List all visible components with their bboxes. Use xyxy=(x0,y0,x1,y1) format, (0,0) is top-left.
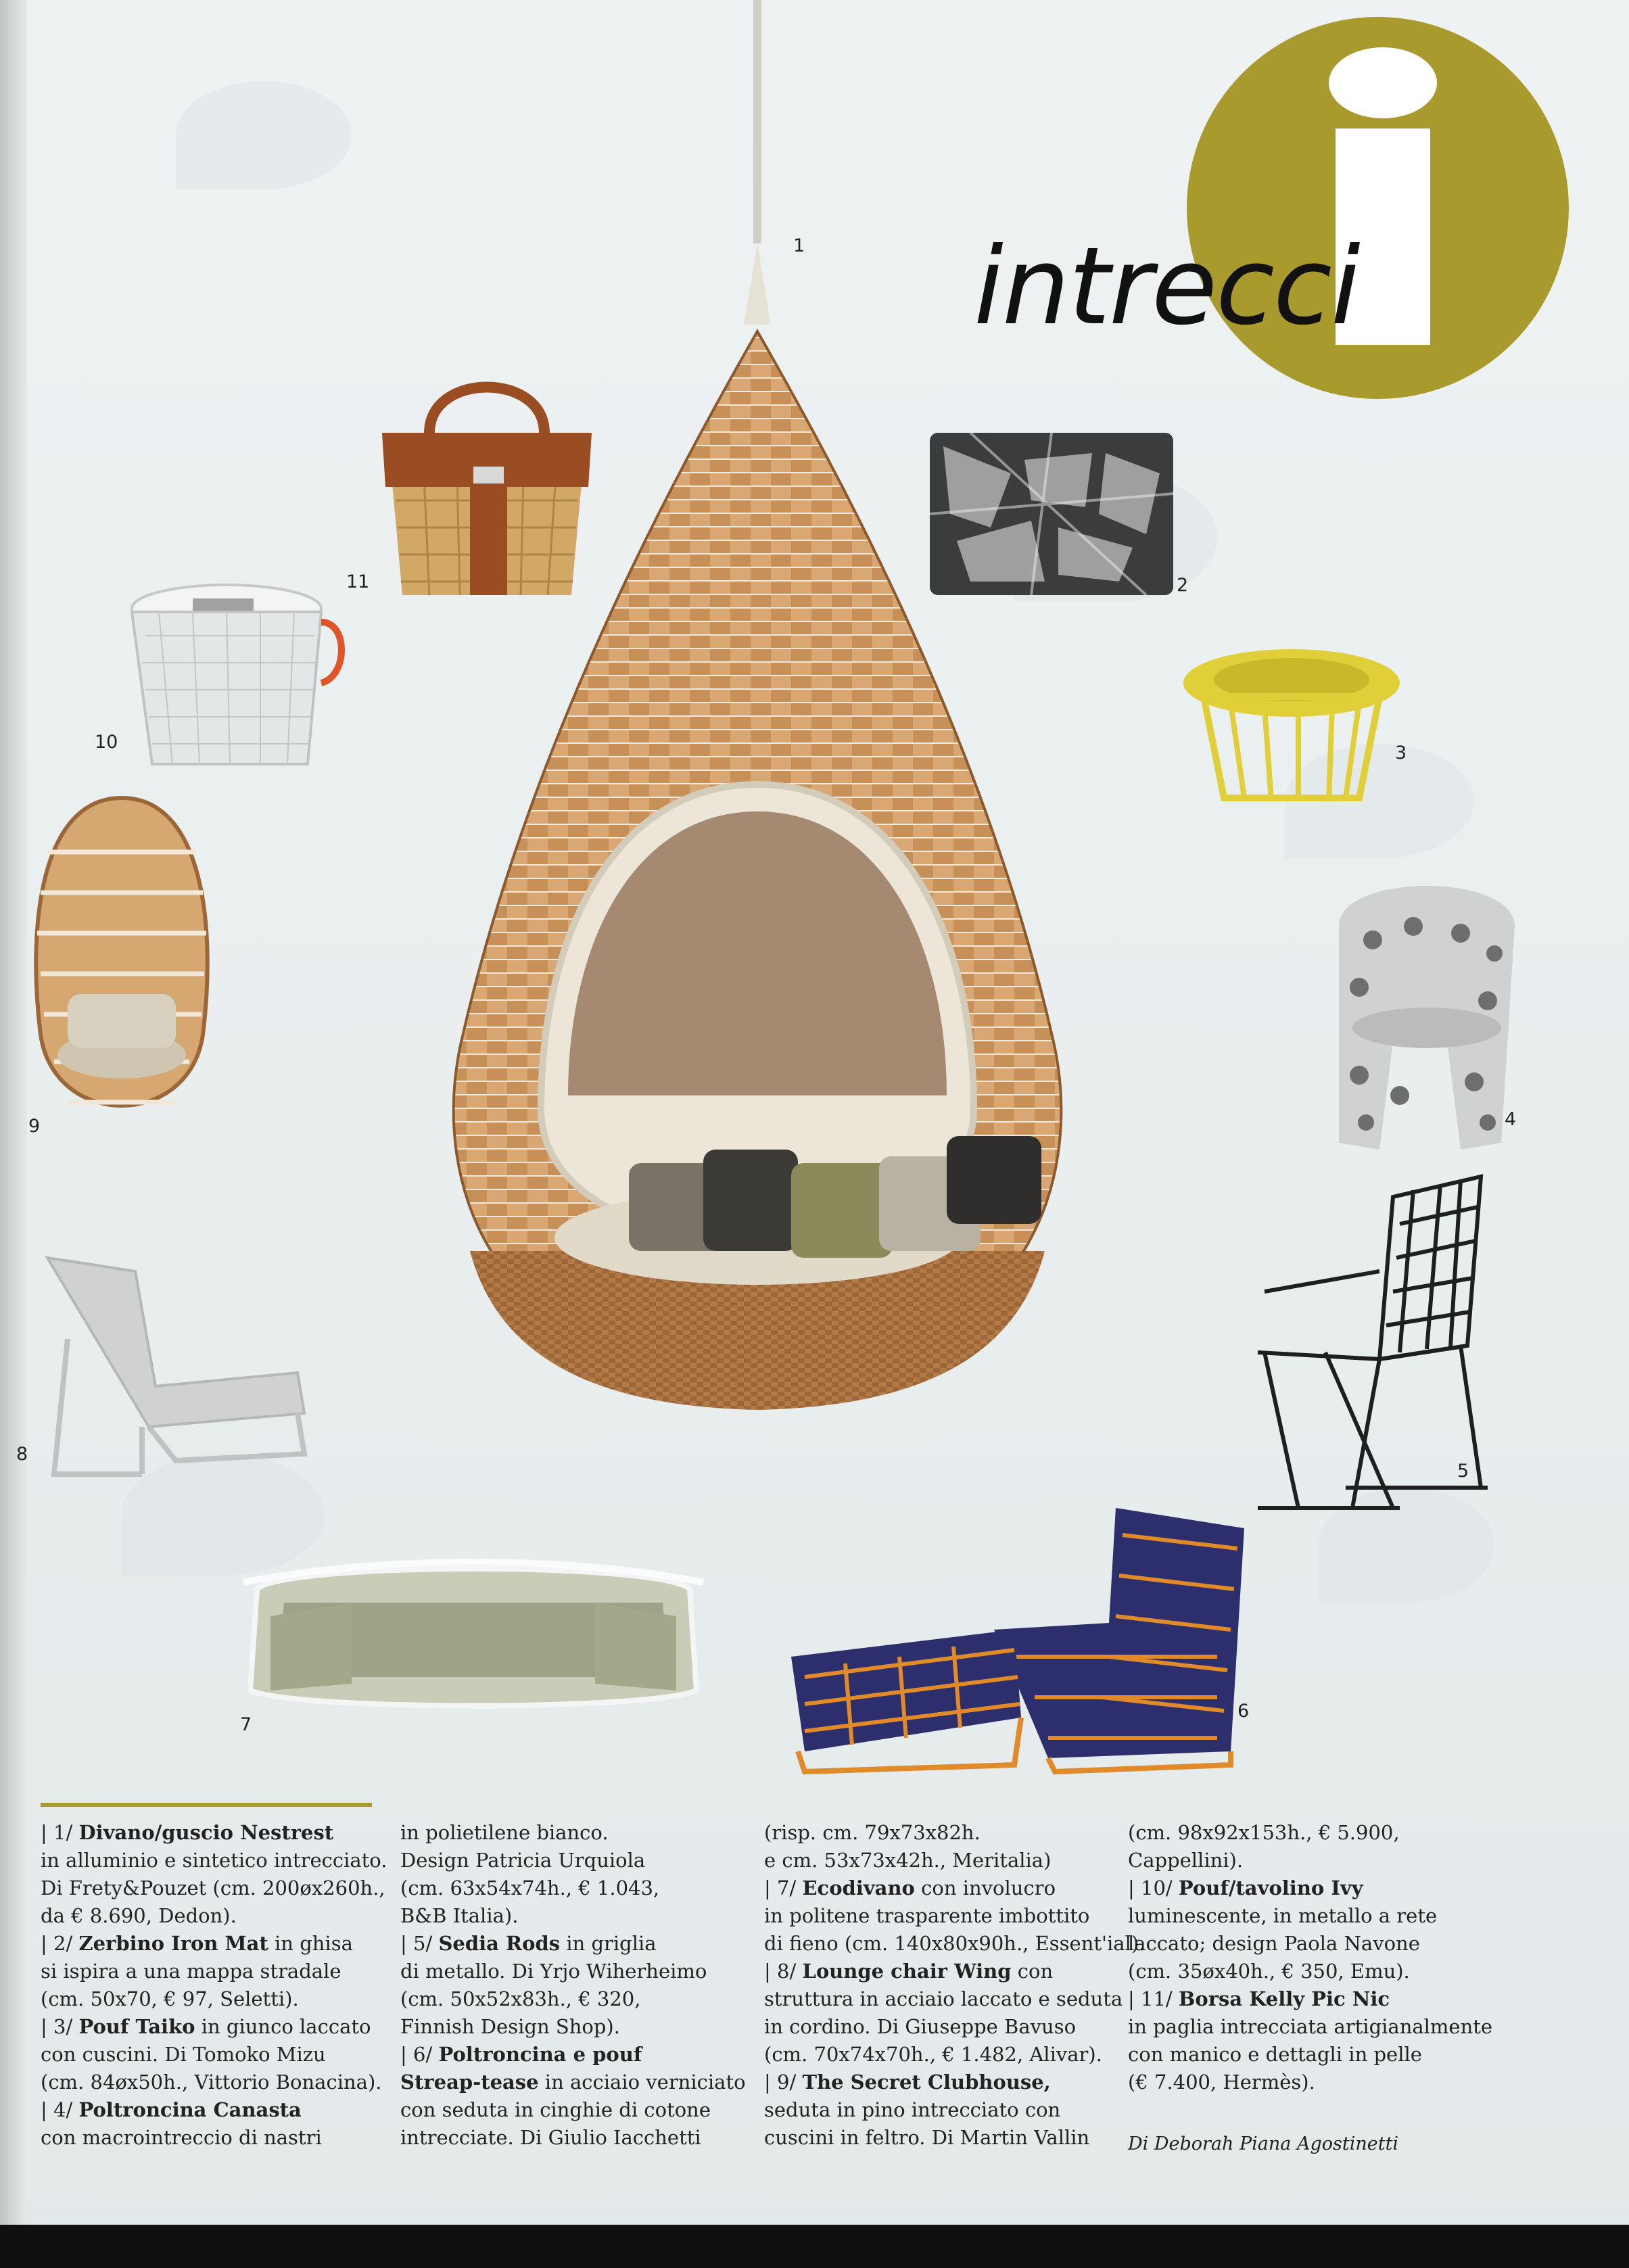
product-photo-kelly-pic-nic xyxy=(375,358,598,595)
product-photo-poltroncina-canasta xyxy=(1312,872,1528,1156)
caption-line xyxy=(764,1985,1123,2013)
caption-product-name: Ecodivano xyxy=(802,1876,915,1899)
author-credit: Di Deborah Piana Agostinetti xyxy=(1128,2133,1399,2154)
caption-line xyxy=(764,2041,1106,2069)
caption-text: da € 8.690, Dedon). xyxy=(41,1904,237,1927)
product-photo-nestrest xyxy=(325,0,1190,1474)
product-photo-ecodivano xyxy=(243,1562,703,1711)
caption-text: B&B Italia). xyxy=(400,1904,519,1927)
caption-text: in politene trasparente imbottito xyxy=(764,1904,1090,1927)
caption-text: in giunco laccato xyxy=(195,2015,371,2038)
item-number: 1 xyxy=(793,235,805,256)
caption-line xyxy=(400,1847,742,1874)
caption-line xyxy=(41,1819,382,1847)
caption-text: (cm. 50x52x83h., € 320, xyxy=(400,1987,641,2010)
caption-product-name: Pouf/tavolino Ivy xyxy=(1178,1876,1363,1899)
caption-text: laccato; design Paola Navone xyxy=(1128,1932,1420,1955)
badge-i-dot xyxy=(1329,47,1437,118)
caption-line xyxy=(764,2069,1106,2096)
caption-line xyxy=(1128,1985,1469,2013)
caption-line xyxy=(400,1958,742,1985)
caption-product-name: Poltroncina Canasta xyxy=(78,2098,302,2121)
caption-text: Finnish Design Shop). xyxy=(400,2015,620,2038)
caption-text: (cm. 98x92x153h., € 5.900, xyxy=(1128,1821,1400,1844)
caption-text: (€ 7.400, Hermès). xyxy=(1128,2071,1315,2094)
caption-line xyxy=(1128,1958,1469,1985)
caption-text: di metallo. Di Yrjo Wiherheimo xyxy=(400,1960,707,1983)
caption-text: seduta in pino intrecciato con xyxy=(764,2098,1061,2121)
caption-product-name: The Secret Clubhouse, xyxy=(802,2071,1051,2094)
caption-line xyxy=(1128,1902,1469,1930)
caption-text: in ghisa xyxy=(268,1932,353,1955)
caption-text: (cm. 70x74x70h., € 1.482, Alivar). xyxy=(764,2043,1102,2066)
caption-line xyxy=(41,1985,382,2013)
caption-product-name: Divano/guscio Nestrest xyxy=(78,1821,334,1844)
caption-product-name: Sedia Rods xyxy=(438,1932,561,1955)
caption-text: | 10/ xyxy=(1128,1876,1179,1899)
caption-line xyxy=(41,1847,387,1874)
product-photo-pouf-taiko xyxy=(1177,642,1407,811)
caption-column-1 xyxy=(41,1819,387,2152)
caption-text: (cm. 63x54x74h., € 1.043, xyxy=(400,1876,660,1899)
caption-text: di fieno (cm. 140x80x90h., Essent'ial). xyxy=(764,1932,1146,1955)
caption-text: in griglia xyxy=(560,1932,657,1955)
caption-product-name: Zerbino Iron Mat xyxy=(78,1932,268,1955)
caption-product-name: Borsa Kelly Pic Nic xyxy=(1178,1987,1390,2010)
item-number: 10 xyxy=(95,732,118,753)
caption-line xyxy=(1128,2013,1493,2041)
caption-text: luminescente, in metallo a rete xyxy=(1128,1904,1438,1927)
caption-line xyxy=(1128,1847,1469,1874)
caption-text: | 7/ xyxy=(764,1876,803,1899)
caption-accent-rule xyxy=(41,1803,372,1807)
item-number: 6 xyxy=(1237,1701,1250,1722)
caption-text: | 1/ xyxy=(41,1821,79,1844)
item-number: 7 xyxy=(240,1714,252,1735)
caption-line xyxy=(1128,1874,1469,1902)
caption-text: (cm. 50x70, € 97, Seletti). xyxy=(41,1987,299,2010)
caption-product-name: Poltroncina e pouf xyxy=(438,2043,642,2066)
caption-text: in acciaio verniciato xyxy=(538,2071,746,2094)
caption-text: con manico e dettagli in pelle xyxy=(1128,2043,1422,2066)
caption-text: (cm. 35øx40h., € 350, Emu). xyxy=(1128,1960,1410,1983)
caption-line xyxy=(764,1847,1106,1874)
caption-line xyxy=(400,2013,742,2041)
item-number: 4 xyxy=(1505,1109,1517,1130)
caption-line xyxy=(400,2069,746,2096)
caption-column-3 xyxy=(764,1819,1146,2152)
caption-text: | 4/ xyxy=(41,2098,79,2121)
caption-text: intrecciate. Di Giulio Iacchetti xyxy=(400,2126,701,2149)
caption-text: | 9/ xyxy=(764,2071,803,2094)
caption-text: con seduta in cinghie di cotone xyxy=(400,2098,711,2121)
caption-line xyxy=(764,1902,1106,1930)
caption-line xyxy=(764,1958,1106,1985)
caption-line xyxy=(764,1874,1106,1902)
item-number: 9 xyxy=(28,1116,41,1137)
caption-line xyxy=(41,1958,382,1985)
caption-text: in alluminio e sintetico intrecciato. xyxy=(41,1849,387,1872)
caption-line xyxy=(400,1930,742,1958)
item-number: 3 xyxy=(1395,742,1407,763)
caption-column-2 xyxy=(400,1819,746,2152)
caption-column-4 xyxy=(1128,1819,1493,2096)
caption-text: Di Frety&Pouzet (cm. 200øx260h., xyxy=(41,1876,385,1899)
caption-product-name: Lounge chair Wing xyxy=(802,1960,1012,1983)
caption-line xyxy=(41,2013,382,2041)
caption-text: con cuscini. Di Tomoko Mizu xyxy=(41,2043,326,2066)
item-number: 11 xyxy=(346,571,370,592)
item-number: 5 xyxy=(1457,1461,1469,1482)
caption-line xyxy=(1128,2069,1469,2096)
page-gutter xyxy=(0,0,27,2268)
caption-line xyxy=(400,1902,742,1930)
caption-text: cuscini in feltro. Di Martin Vallin xyxy=(764,2126,1090,2149)
caption-text: | 3/ xyxy=(41,2015,79,2038)
product-photo-secret-clubhouse xyxy=(27,791,216,1156)
caption-line xyxy=(400,2041,742,2069)
product-photo-lounge-chair-wing xyxy=(41,1258,311,1481)
caption-text: con xyxy=(1011,1960,1054,1983)
page-edge xyxy=(0,2225,1629,2268)
caption-line xyxy=(764,2013,1106,2041)
caption-text: | 8/ xyxy=(764,1960,803,1983)
caption-product-name: Streap-tease xyxy=(400,2071,539,2094)
caption-text: Cappellini). xyxy=(1128,1849,1244,1872)
caption-product-name: Pouf Taiko xyxy=(78,2015,195,2038)
caption-line xyxy=(764,1819,1106,1847)
caption-text: in polietilene bianco. xyxy=(400,1821,609,1844)
caption-text: (risp. cm. 79x73x82h. xyxy=(764,1821,981,1844)
caption-line xyxy=(400,2096,742,2124)
caption-text: | 6/ xyxy=(400,2043,439,2066)
caption-line xyxy=(1128,1930,1469,1958)
caption-text: struttura in acciaio laccato e seduta xyxy=(764,1987,1123,2010)
caption-line xyxy=(400,1819,742,1847)
caption-line xyxy=(41,2096,382,2124)
caption-line xyxy=(764,2096,1106,2124)
caption-text: Design Patricia Urquiola xyxy=(400,1849,646,1872)
caption-text: con involucro xyxy=(914,1876,1056,1899)
caption-text: si ispira a una mappa stradale xyxy=(41,1960,341,1983)
product-photo-iron-mat xyxy=(930,433,1173,595)
caption-text: | 2/ xyxy=(41,1932,79,1955)
caption-line xyxy=(1128,1819,1469,1847)
caption-line xyxy=(400,1985,742,2013)
caption-line xyxy=(41,2069,382,2096)
caption-text: in cordino. Di Giuseppe Bavuso xyxy=(764,2015,1077,2038)
caption-line xyxy=(41,2041,382,2069)
page-title: intrecci xyxy=(974,225,1359,349)
caption-line xyxy=(41,1902,382,1930)
product-photo-streap-tease xyxy=(791,1494,1251,1778)
caption-line xyxy=(764,2124,1106,2152)
item-number: 2 xyxy=(1177,575,1189,596)
caption-text: con macrointreccio di nastri xyxy=(41,2126,322,2149)
product-photo-pouf-ivy xyxy=(118,582,348,778)
caption-line xyxy=(41,2124,382,2152)
caption-line xyxy=(400,1874,742,1902)
caption-text: | 5/ xyxy=(400,1932,439,1955)
caption-line xyxy=(764,1930,1146,1958)
caption-line xyxy=(1128,2041,1469,2069)
caption-line xyxy=(400,2124,742,2152)
caption-line xyxy=(41,1874,385,1902)
item-number: 8 xyxy=(16,1444,28,1465)
caption-text: in paglia intrecciata artigianalmente xyxy=(1128,2015,1493,2038)
caption-text: | 11/ xyxy=(1128,1987,1179,2010)
caption-text: e cm. 53x73x42h., Meritalia) xyxy=(764,1849,1052,1872)
caption-text: (cm. 84øx50h., Vittorio Bonacina). xyxy=(41,2071,382,2094)
caption-line xyxy=(41,1930,382,1958)
